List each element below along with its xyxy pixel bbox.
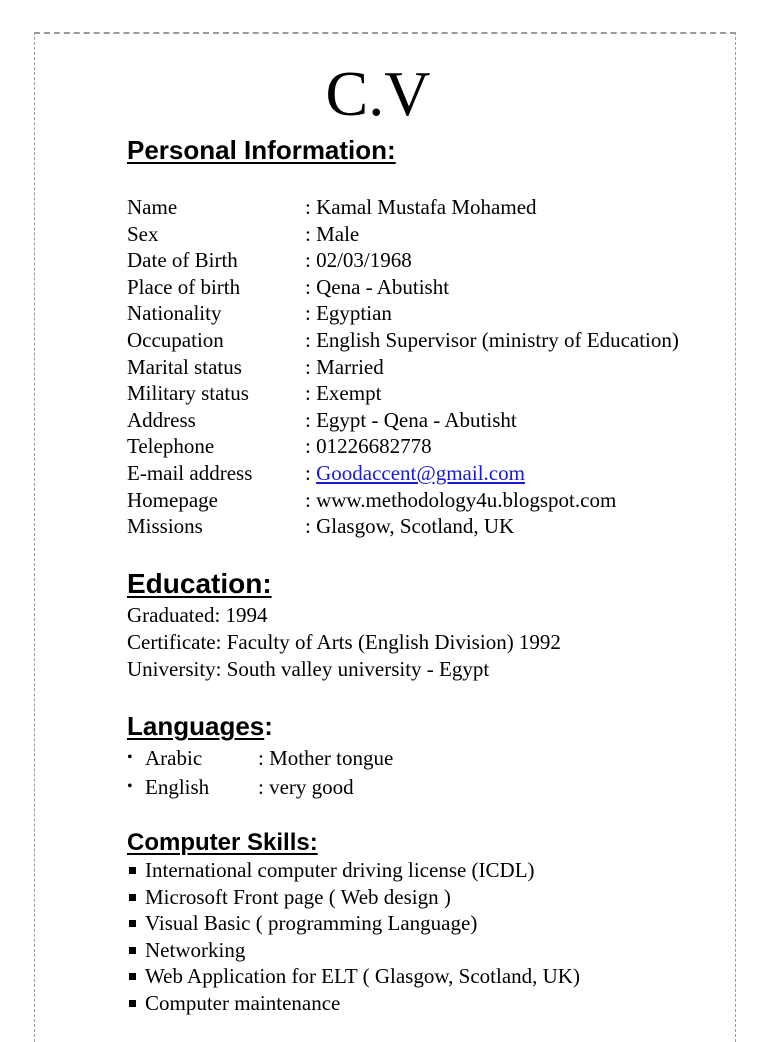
email-link[interactable]: Goodaccent@gmail.com bbox=[316, 460, 525, 485]
info-row-missions bbox=[127, 513, 727, 540]
language-item bbox=[127, 773, 527, 802]
info-label: E-mail address bbox=[127, 460, 253, 485]
education-list bbox=[127, 602, 561, 683]
info-row-homepage bbox=[127, 487, 727, 514]
education-line: Certificate: Faculty of Arts (English Division) 1992 bbox=[127, 630, 561, 654]
info-value: : Married bbox=[305, 354, 384, 379]
info-row-place-of-birth bbox=[127, 274, 727, 301]
info-label: Date of Birth bbox=[127, 248, 238, 273]
skill-text: Web Application for ELT ( Glasgow, Scotland, UK) bbox=[145, 964, 580, 989]
square-bullet-icon bbox=[129, 920, 136, 927]
language-level: : Mother tongue bbox=[258, 746, 394, 770]
language-name: Arabic bbox=[145, 746, 203, 770]
info-row-date-of-birth bbox=[127, 247, 727, 274]
page-title: C.V bbox=[325, 58, 431, 129]
info-row-name bbox=[127, 194, 727, 221]
square-bullet-icon bbox=[129, 1000, 136, 1007]
info-label: Address bbox=[127, 407, 196, 432]
language-item bbox=[127, 744, 527, 773]
info-value: : Glasgow, Scotland, UK bbox=[305, 514, 515, 539]
info-label: Homepage bbox=[127, 487, 218, 512]
skill-text: International computer driving license (ICDL) bbox=[145, 858, 535, 882]
info-label: Place of birth bbox=[127, 274, 241, 299]
info-value: : 02/03/1968 bbox=[305, 248, 412, 273]
education-line: University: South valley university - Egypt bbox=[127, 657, 490, 681]
languages-heading-colon: : bbox=[264, 711, 273, 741]
bullet-icon: • bbox=[127, 777, 133, 795]
info-row-occupation bbox=[127, 327, 727, 354]
info-row-military-status bbox=[127, 380, 727, 407]
info-row-nationality bbox=[127, 300, 727, 327]
info-label: Marital status bbox=[127, 354, 242, 379]
info-row-marital-status bbox=[127, 354, 727, 381]
info-label: Sex bbox=[127, 221, 159, 246]
info-row-sex bbox=[127, 221, 727, 248]
info-label: Nationality bbox=[127, 301, 222, 326]
education-heading: Education: bbox=[127, 568, 272, 599]
info-label: Military status bbox=[127, 381, 249, 406]
info-row-telephone bbox=[127, 433, 727, 460]
info-label: Occupation bbox=[127, 327, 224, 352]
personal-information-heading: Personal Information: bbox=[127, 135, 396, 165]
info-value: : Exempt bbox=[305, 381, 382, 406]
languages-list bbox=[127, 744, 527, 801]
languages-heading-text: Languages bbox=[127, 711, 265, 741]
skill-text: Visual Basic ( programming Language) bbox=[145, 911, 478, 936]
info-value: : Qena - Abutisht bbox=[305, 274, 450, 299]
info-value: : English Supervisor (ministry of Education) bbox=[305, 327, 679, 352]
info-value: : Egypt - Qena - Abutisht bbox=[305, 407, 517, 432]
email-prefix: : bbox=[305, 460, 317, 485]
info-value: : Male bbox=[305, 221, 360, 246]
info-row-address bbox=[127, 407, 727, 434]
skill-text: Microsoft Front page ( Web design ) bbox=[145, 884, 451, 909]
bullet-icon: • bbox=[127, 749, 133, 766]
languages-heading bbox=[127, 708, 273, 744]
computer-skills-heading: Computer Skills: bbox=[127, 829, 318, 856]
square-bullet-icon bbox=[129, 894, 136, 901]
personal-info-list bbox=[127, 194, 727, 540]
language-name: English bbox=[145, 774, 210, 799]
skill-text: Computer maintenance bbox=[145, 990, 341, 1015]
info-row-email bbox=[127, 460, 727, 487]
info-value: : Kamal Mustafa Mohamed bbox=[305, 195, 537, 219]
info-value: : www.methodology4u.blogspot.com bbox=[305, 487, 617, 512]
info-value bbox=[305, 460, 525, 487]
info-label: Name bbox=[127, 195, 178, 219]
education-line: Graduated: 1994 bbox=[127, 603, 268, 627]
info-value: : Egyptian bbox=[305, 301, 392, 326]
info-label: Missions bbox=[127, 514, 203, 539]
square-bullet-icon bbox=[129, 947, 136, 954]
skill-text: Networking bbox=[145, 937, 246, 962]
square-bullet-icon bbox=[129, 867, 136, 874]
info-label: Telephone bbox=[127, 434, 215, 459]
language-level: : very good bbox=[258, 774, 354, 799]
info-value: : 01226682778 bbox=[305, 434, 432, 459]
square-bullet-icon bbox=[129, 973, 136, 980]
